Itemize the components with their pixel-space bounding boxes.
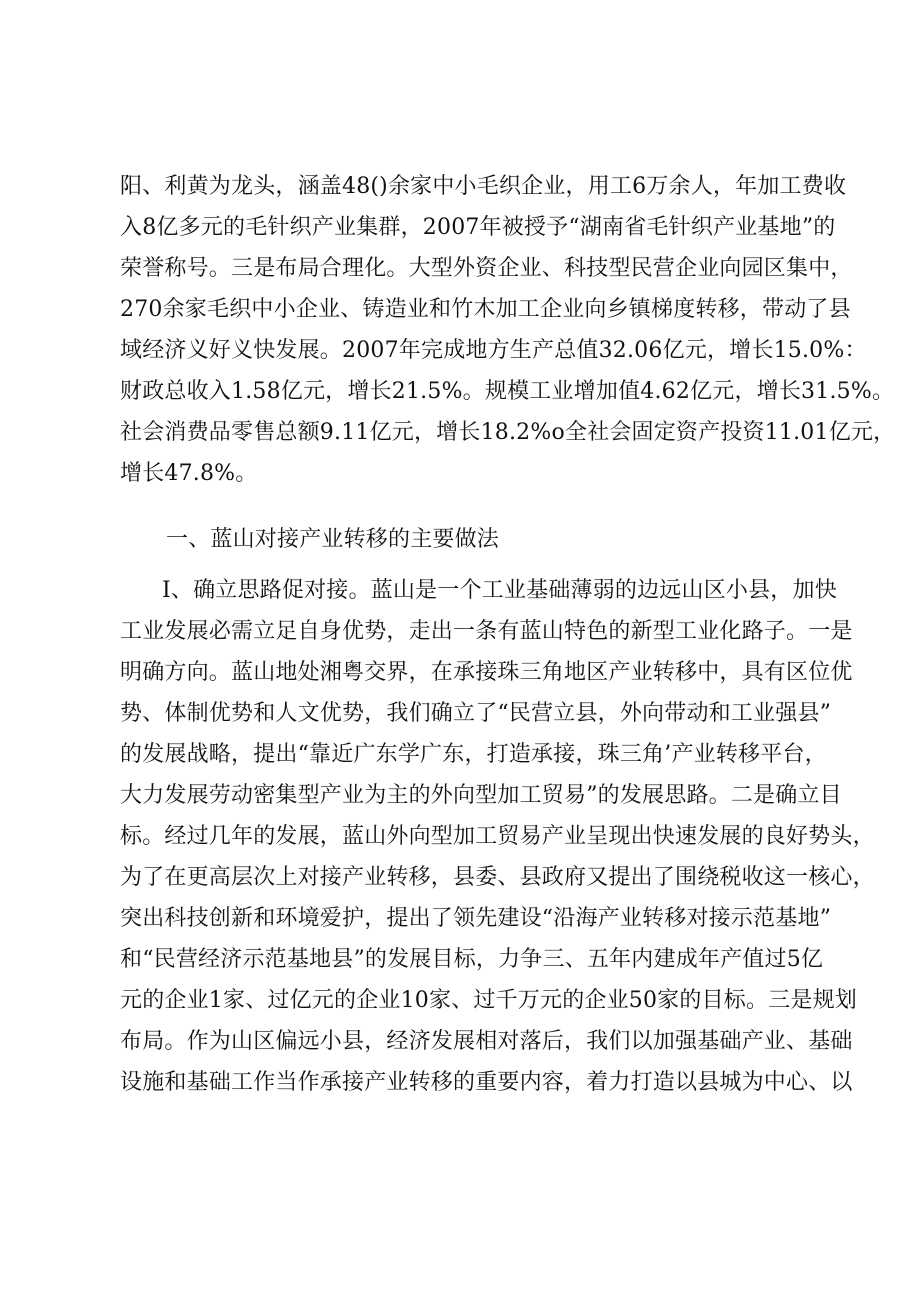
paragraph-line: 域经济义好义快发展。2007年完成地方生产总值32.06亿元，增长15.0%： [120,338,867,363]
paragraph-line: 入8亿多元的毛针织产业集群，2007年被授予“湖南省毛针织产业基地”的 [120,215,836,240]
paragraph-line: 社会消费品零售总额9.11亿元，增长18.2%o全社会固定资产投资11.01亿元， [120,420,896,445]
paragraph-line: 财政总收入1.58亿元，增长21.5%。规模工业增加值4.62亿元，增长31.5%。 [120,379,895,404]
paragraph-line: 元的企业1家、过亿元的企业10家、过千万元的企业50家的目标。三是规划 [120,988,857,1013]
paragraph-line: 布局。作为山区偏远小县，经济发展相对落后，我们以加强基础产业、基础 [120,1029,853,1054]
paragraph-line: 阳、利黄为龙头，涵盖48()余家中小毛织企业，用工6万余人，年加工费收 [120,174,847,199]
paragraph-line: 明确方向。蓝山地处湘粤交界，在承接珠三角地区产业转移中，具有区位优 [120,660,853,685]
paragraph-line: 突出科技创新和环境爱护，提出了领先建设“沿海产业转移对接示范基地” [120,906,832,931]
paragraph-line: 270余家毛织中小企业、铸造业和竹木加工企业向乡镇梯度转移，带动了县 [120,297,851,322]
paragraph-line: 标。经过几年的发展，蓝山外向型加工贸易产业呈现出快速发展的良好势头， [120,824,875,849]
paragraph-line: 荣誉称号。三是布局合理化。大型外资企业、科技型民营企业向园区集中， [120,256,853,281]
paragraph-line: 设施和基础工作当作承接产业转移的重要内容，着力打造以县城为中心、以 [120,1070,853,1095]
paragraph-line: 大力发展劳动密集型产业为主的外向型加工贸易”的发展思路。二是确立目 [120,783,842,808]
paragraph-line: 势、体制优势和人文优势，我们确立了“民营立县，外向带动和工业强县” [120,701,832,726]
paragraph-line: 的发展战略，提出“靠近广东学广东，打造承接，珠三角’产业转移平台， [120,742,827,767]
paragraph-line: I、确立思路促对接。蓝山是一个工业基础薄弱的边远山区小县，加快 [162,578,837,603]
paragraph-line: 为了在更高层次上对接产业转移，县委、县政府又提出了围绕税收这一核心， [120,865,875,890]
paragraph-line: 和“民营经济示范基地县”的发展目标，力争三、五年内建成年产值过5亿 [120,947,824,972]
paragraph-line: 增长47.8%。 [120,461,258,486]
section-heading: 一、蓝山对接产业转移的主要做法 [166,527,500,552]
paragraph-line: 工业发展必需立足自身优势，走出一条有蓝山特色的新型工业化路子。一是 [120,619,853,644]
